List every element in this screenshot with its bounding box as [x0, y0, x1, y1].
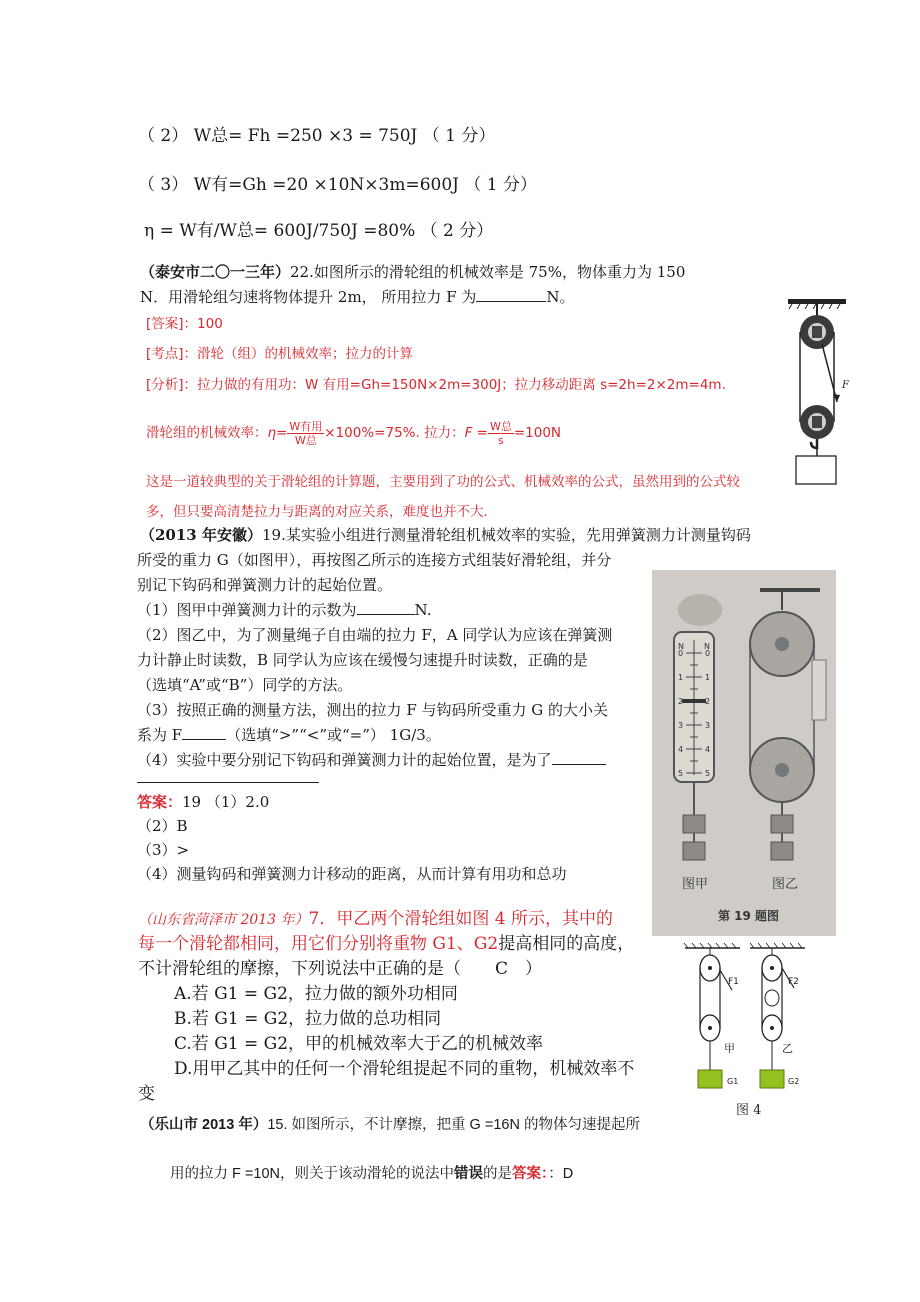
q22-comment-2: 多，但只要高清楚拉力与距离的对应关系，难度也并不大.	[146, 504, 488, 520]
q7-line-1	[138, 909, 613, 930]
eff-result: =100N	[513, 425, 562, 441]
q19-answer-2: （2）B	[137, 817, 188, 835]
q7-option-b: B.若 G1 = G2，拉力做的总功相同	[174, 1009, 442, 1029]
q7-text-2b: 提高相同的高度，	[498, 934, 635, 954]
q19-answer-1-text: 19 （1）2.0	[182, 793, 270, 811]
q7-option-d-cont: 变	[138, 1084, 155, 1104]
q15-text-1: 15. 如图所示，不计摩擦，把重 G =16N 的物体匀速提起所	[267, 1117, 640, 1133]
q7-g1-label: G1	[727, 1077, 739, 1086]
calc-line-4: η = W有/W总= 600J/750J =80% （ 2 分）	[144, 221, 494, 241]
frac1-num: W有用	[289, 419, 323, 433]
q19-answer-3: （3）>	[137, 841, 190, 859]
scale-tick-3: 3	[678, 721, 684, 730]
q19-part-1	[137, 600, 431, 620]
q19-p3-tail: （选填“>”“<”或“=”） 1G/3。	[226, 726, 441, 744]
q19-part-2a: （2）图乙中，为了测量绳子自由端的拉力 F，A 同学认为应该在弹簧测	[137, 626, 613, 644]
scale-tick-2: 2	[678, 697, 684, 706]
q7-text-2a: 每一个滑轮都相同，用它们分别将重物 G1、G2	[138, 934, 499, 954]
q7-weight-g1	[698, 1070, 722, 1088]
q7-line-3: 不计滑轮组的摩擦，下列说法中正确的是（ C ）	[138, 959, 543, 979]
scale-tick-1: 1	[678, 673, 684, 682]
eff-fraction-1	[287, 420, 324, 447]
q15-source: （乐山市 2013 年）	[140, 1117, 268, 1133]
q19-line-3: 别记下钩码和弹簧测力计的起始位置。	[137, 576, 393, 594]
q19-p3-text: 系为 F	[137, 726, 183, 744]
q19-part-4	[137, 750, 606, 770]
q7-line-2	[138, 934, 634, 954]
hook-weight-1	[683, 815, 705, 833]
q7-f2-label: F2	[788, 977, 799, 987]
fig-19-title: 第 19 题图	[718, 909, 780, 923]
q19-text-1: 19.某实验小组进行测量滑轮组机械效率的实验，先用弹簧测力计测量钩码	[261, 526, 751, 544]
q15-line-2	[170, 1164, 573, 1184]
q19-answer-line	[137, 782, 319, 783]
calc-line-2: （ 2） W总= Fh =250 ×3 = 750J （ 1 分）	[138, 126, 496, 146]
q19-p1-unit: N.	[414, 601, 432, 619]
q22-line-2	[140, 287, 575, 307]
q22-efficiency-formula	[146, 418, 561, 448]
q7-figure-caption: 图 4	[736, 1103, 762, 1118]
q19-answer-4: （4）测量钩码和弹簧测力计移动的距离，从而计算有用功和总功	[137, 865, 567, 883]
scale-tick-5: 5	[678, 769, 684, 778]
eff-label: 滑轮组的机械效率：	[146, 425, 268, 441]
q19-line-2: 所受的重力 G（如图甲），再按图乙所示的连接方式组装好滑轮组，并分	[137, 551, 612, 569]
q19-p4-blank	[552, 750, 606, 765]
scale-tick-3-r: 3	[705, 721, 711, 730]
q7-pulley-figure	[680, 940, 810, 1120]
calc-line-3: （ 3） W有=Gh =20 ×10N×3m=600J （ 1 分）	[138, 175, 538, 195]
q7-text-1: 7．甲乙两个滑轮组如图 4 所示，其中的	[308, 909, 613, 929]
q19-line-1	[140, 525, 751, 545]
q22-pulley-figure	[780, 296, 850, 488]
q19-figure-photo	[652, 570, 836, 936]
scale-tick-5-r: 5	[705, 769, 711, 778]
eff-mid: ×100%=75%. 拉力：	[324, 425, 465, 441]
q7-weight-g2	[760, 1070, 784, 1088]
scale-unit-left: N	[678, 642, 684, 651]
q15-text-2a: 用的拉力 F =10N，则关于该动滑轮的说法中	[170, 1166, 454, 1182]
q19-part-3a: （3）按照正确的测量方法，测出的拉力 F 与钩码所受重力 G 的大小关	[137, 701, 609, 719]
q22-unit: N。	[546, 288, 575, 306]
scale-tick-0: 0	[678, 649, 684, 658]
q15-answer-value: ：D	[548, 1166, 574, 1182]
q22-fenxi: [分析]：拉力做的有用功：W 有用=Gh=150N×2m=300J；拉力移动距离 s=2h=2×2m=4m.	[146, 377, 726, 393]
q15-line-1	[140, 1115, 640, 1135]
eff-f: F =	[464, 425, 488, 441]
q7-option-a: A.若 G1 = G2，拉力做的额外功相同	[174, 984, 458, 1004]
frac2-den: s	[498, 433, 504, 447]
q7-g2-label: G2	[788, 1077, 800, 1086]
q7-source: （山东省菏泽市 2013 年）	[138, 912, 309, 928]
q22-answer: [答案]：100	[146, 316, 223, 332]
scale-tick-4-r: 4	[705, 745, 711, 754]
q7-yi-label: 乙	[782, 1042, 793, 1055]
scale-tick-1-r: 1	[705, 673, 711, 682]
q22-line-1	[140, 262, 685, 282]
q19-p1-text: （1）图甲中弹簧测力计的示数为	[137, 601, 357, 619]
q22-force-label: F	[842, 380, 849, 391]
frac2-num: W总	[489, 419, 512, 433]
q22-line-2-text: N．用滑轮组匀速将物体提升 2m， 所用拉力 F 为	[140, 288, 477, 306]
pulley-weight-1	[771, 815, 793, 833]
hook-weight-2	[683, 842, 705, 860]
scale-tick-2-r: 2	[705, 697, 711, 706]
q19-answer-label: 答案：	[137, 794, 183, 811]
q22-text: 22.如图所示的滑轮组的机械效率是 75%，物体重力为 150	[290, 263, 686, 281]
q19-p4-text: （4）实验中要分别记下钩码和弹簧测力计的起始位置，是为了	[137, 751, 552, 769]
scale-tick-4: 4	[678, 745, 684, 754]
q15-text-2c: 的是	[482, 1166, 512, 1182]
q19-part-2b: 力计静止时读数，B 同学认为应该在缓慢匀速提升时读数，正确的是	[137, 651, 588, 669]
scale-in-hand	[812, 660, 826, 720]
eff-eta: η=	[267, 425, 288, 441]
fig-jia-label: 图甲	[682, 877, 709, 892]
scale-pointer	[682, 699, 706, 703]
pulley-weight-2	[771, 842, 793, 860]
q19-part-3b	[137, 725, 441, 745]
q22-kaodian: [考点]：滑轮（组）的机械效率；拉力的计算	[146, 346, 414, 362]
q15-wrong-word: 错误	[453, 1166, 483, 1182]
scale-tick-0-r: 0	[705, 649, 711, 658]
q7-option-d: D.用甲乙其中的任何一个滑轮组提起不同的重物，机械效率不	[174, 1059, 635, 1079]
q19-p3-blank	[182, 725, 226, 740]
q22-comment-1: 这是一道较典型的关于滑轮组的计算题，主要用到了功的公式、机械效率的公式，虽然用到的公式较	[146, 474, 740, 490]
frac1-den: W总	[294, 433, 317, 447]
q19-part-2c: （选填“A”或“B”）同学的方法。	[137, 676, 353, 694]
q19-answer-1	[137, 792, 269, 813]
q19-source: （2013 年安徽）	[140, 526, 262, 544]
scale-unit-right: N	[704, 642, 710, 651]
q15-answer-label: 答案：	[511, 1166, 549, 1182]
q22-source: （泰安市二〇一三年）	[140, 263, 291, 281]
q7-jia-label: 甲	[724, 1042, 735, 1055]
fig-yi-label: 图乙	[772, 877, 799, 892]
q22-answer-blank	[476, 287, 546, 302]
q19-p1-blank	[357, 600, 415, 615]
q7-f1-label: F1	[728, 977, 739, 987]
eff-fraction-2	[488, 420, 514, 447]
q19-figure-drawing	[652, 570, 836, 936]
hand-shape	[678, 594, 722, 626]
q7-option-c: C.若 G1 = G2，甲的机械效率大于乙的机械效率	[174, 1034, 544, 1054]
